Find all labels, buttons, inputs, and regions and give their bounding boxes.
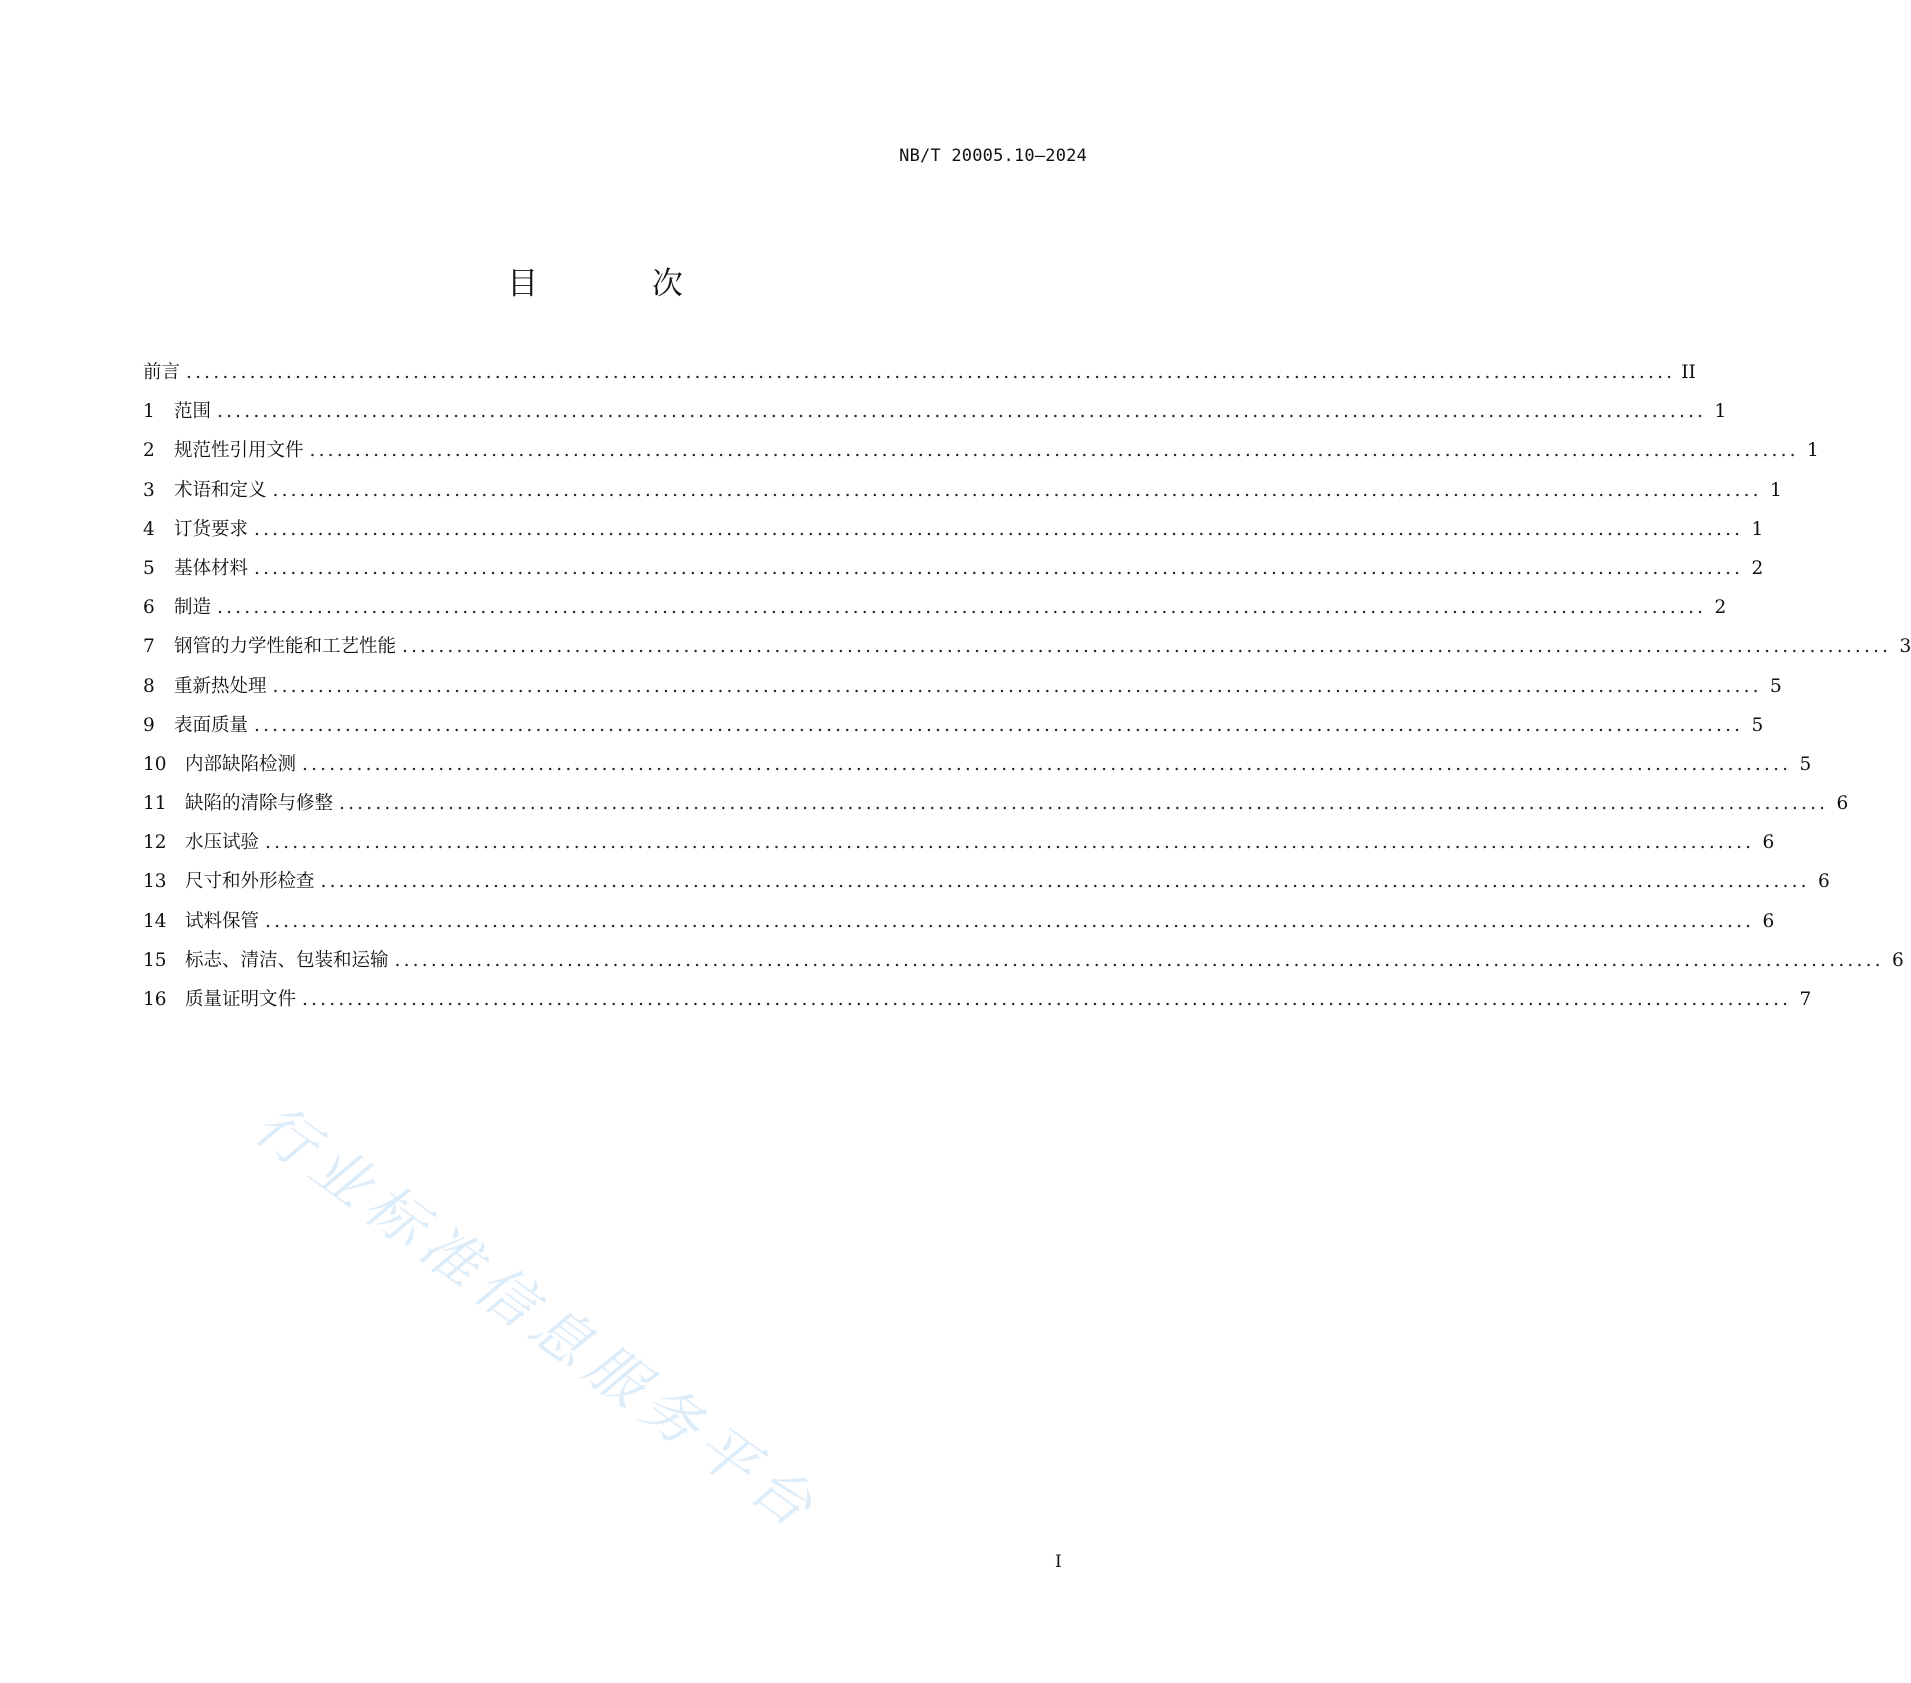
toc-leader: .................................................................................................................................................................... — [339, 793, 1829, 815]
toc-entry[interactable] — [143, 985, 1812, 1024]
toc-leader: .................................................................................................................................................................... — [402, 636, 1892, 658]
toc-entry-number: 15 — [143, 949, 167, 971]
toc-entry[interactable] — [143, 789, 1849, 828]
toc-entry-page: 6 — [1762, 832, 1775, 854]
toc-entry[interactable] — [143, 476, 1782, 515]
toc-entry[interactable] — [143, 632, 1911, 671]
toc-entry[interactable] — [143, 593, 1727, 632]
toc-leader: .................................................................................................................................................................... — [320, 871, 1810, 893]
toc-entry[interactable] — [143, 358, 1696, 397]
toc-entry-number: 2 — [143, 440, 155, 462]
toc-entry-title: 缺陷的清除与修整 — [185, 793, 334, 815]
toc-entry-page: 1 — [1751, 518, 1764, 540]
toc-entry-number: 5 — [143, 557, 155, 579]
watermark: 行业标准信息服务平台 — [242, 1090, 833, 1546]
toc-entry-title: 试料保管 — [185, 910, 260, 932]
toc-leader: .................................................................................................................................................................... — [394, 949, 1884, 971]
toc-entry-page: 6 — [1836, 793, 1849, 815]
toc-entry[interactable] — [143, 436, 1819, 475]
toc-entry-page: 3 — [1899, 636, 1911, 658]
toc-entry-title: 表面质量 — [174, 714, 249, 736]
toc-entry-title: 质量证明文件 — [185, 989, 297, 1010]
toc-leader: .................................................................................................................................................................... — [254, 518, 1744, 540]
toc-entry-title: 钢管的力学性能和工艺性能 — [174, 636, 397, 658]
toc-entry-number: 3 — [143, 479, 155, 501]
toc-entry-number: 9 — [143, 714, 155, 736]
toc-entry-number: 12 — [143, 832, 167, 854]
table-of-contents — [143, 358, 1911, 1024]
page-title: 目 次 — [507, 266, 735, 302]
toc-entry-number: 1 — [143, 401, 155, 423]
toc-entry[interactable] — [143, 711, 1764, 750]
toc-entry-title: 前言 — [143, 362, 181, 383]
toc-entry[interactable] — [143, 907, 1775, 946]
toc-entry-page: 5 — [1769, 675, 1782, 697]
toc-entry-title: 水压试验 — [185, 832, 260, 854]
toc-entry-title: 重新热处理 — [174, 675, 267, 697]
toc-entry-title: 范围 — [174, 401, 212, 423]
toc-entry-page: 1 — [1714, 401, 1727, 423]
toc-entry[interactable] — [143, 750, 1812, 789]
toc-entry-page: 7 — [1799, 989, 1812, 1010]
toc-entry-title: 尺寸和外形检查 — [185, 871, 315, 893]
toc-leader: .................................................................................................................................................................... — [302, 989, 1792, 1010]
toc-entry-page: 6 — [1817, 871, 1830, 893]
toc-leader: .................................................................................................................................................................... — [272, 675, 1762, 697]
toc-entry-page: 6 — [1762, 910, 1775, 932]
toc-leader: .................................................................................................................................................................... — [254, 714, 1744, 736]
toc-leader: .................................................................................................................................................................... — [217, 597, 1707, 619]
toc-leader: .................................................................................................................................................................... — [217, 401, 1707, 423]
toc-leader: .................................................................................................................................................................... — [265, 910, 1755, 932]
toc-entry-number: 8 — [143, 675, 155, 697]
toc-entry-page: 2 — [1751, 557, 1764, 579]
toc-entry-number: 14 — [143, 910, 167, 932]
toc-entry[interactable] — [143, 946, 1904, 985]
toc-leader: .................................................................................................................................................................... — [302, 753, 1792, 775]
toc-entry[interactable] — [143, 554, 1764, 593]
toc-entry-number: 10 — [143, 753, 167, 775]
toc-entry-number: 4 — [143, 518, 155, 540]
toc-entry-page: 6 — [1891, 949, 1904, 971]
toc-entry-number: 11 — [143, 793, 167, 815]
toc-leader: .................................................................................................................................................................... — [309, 440, 1799, 462]
toc-entry-page: II — [1681, 362, 1696, 383]
toc-entry-number: 7 — [143, 636, 155, 658]
toc-entry-number: 16 — [143, 989, 167, 1010]
toc-entry-page: 1 — [1806, 440, 1819, 462]
toc-entry-title: 基体材料 — [174, 557, 249, 579]
toc-leader: .................................................................................................................................................................... — [186, 362, 1676, 383]
toc-entry-title: 术语和定义 — [174, 479, 267, 501]
toc-entry-title: 订货要求 — [174, 518, 249, 540]
toc-leader: .................................................................................................................................................................... — [254, 557, 1744, 579]
page-number: I — [1055, 1552, 1062, 1572]
toc-entry-title: 规范性引用文件 — [174, 440, 304, 462]
standard-code: NB/T 20005.10—2024 — [899, 146, 1087, 166]
toc-entry[interactable] — [143, 867, 1830, 906]
toc-entry-page: 2 — [1714, 597, 1727, 619]
toc-entry-title: 制造 — [174, 597, 212, 619]
toc-entry-title: 内部缺陷检测 — [185, 753, 297, 775]
toc-entry-number: 13 — [143, 871, 167, 893]
toc-entry-page: 5 — [1751, 714, 1764, 736]
toc-entry[interactable] — [143, 397, 1727, 436]
toc-leader: .................................................................................................................................................................... — [265, 832, 1755, 854]
toc-entry-page: 1 — [1769, 479, 1782, 501]
toc-entry[interactable] — [143, 515, 1764, 554]
toc-entry[interactable] — [143, 672, 1782, 711]
toc-entry-number: 6 — [143, 597, 155, 619]
toc-entry-page: 5 — [1799, 753, 1812, 775]
toc-leader: .................................................................................................................................................................... — [272, 479, 1762, 501]
toc-entry-title: 标志、清洁、包装和运输 — [185, 949, 389, 971]
toc-entry[interactable] — [143, 828, 1775, 867]
